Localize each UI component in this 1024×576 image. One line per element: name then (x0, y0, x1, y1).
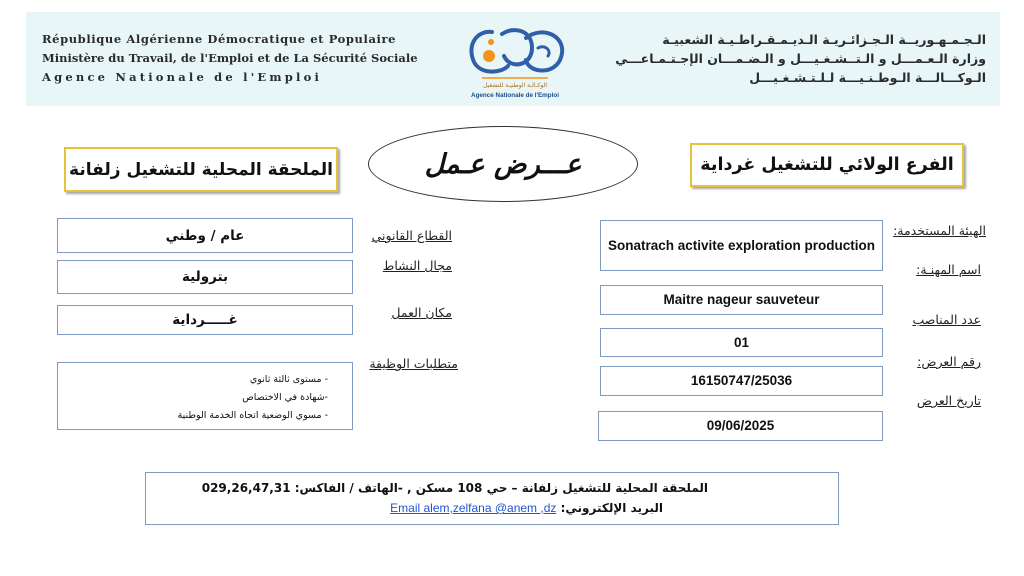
requirement-item: -شهادة في الاختصاص (242, 392, 328, 403)
letterhead-french (42, 30, 418, 87)
republic-name-fr: République Algérienne Démocratique et Populaire (42, 32, 397, 46)
legal-sector-value: عام / وطني (57, 218, 353, 253)
address-line (202, 481, 708, 495)
offer-number-label: رقم العرض: (917, 354, 981, 369)
agency-name-fr: Agence Nationale de l'Emploi (42, 70, 323, 84)
local-office-title: الملحقة المحلية للتشغيل زلفانة (64, 147, 338, 192)
positions-label: عدد المناصب (912, 312, 981, 327)
republic-name-ar: الـجـمـهـوريــة الـجـزائـريـة الـديـمـقـراطـيـة الشعبيـة (662, 32, 986, 47)
phone-number: 029,26,47,31 (201, 481, 291, 495)
regional-office-title: الفرع الولائي للتشغيل غرداية (690, 143, 964, 187)
requirement-item: - مستوى ثالثة ثانوي (249, 374, 328, 385)
email-link[interactable]: Email alem,zelfana @anem ,dz (390, 501, 557, 515)
requirements-label: متطلبات الوظيفة (369, 356, 458, 371)
email-label: البريد الإلكتروني: (560, 501, 663, 515)
anem-logo (452, 22, 578, 102)
logo-caption-ar: الوكـالـة الوطنيـة للتشغيل (483, 82, 547, 89)
offer-date-label: تاريخ العرض (916, 393, 981, 408)
offer-number-value: 16150747/25036 (600, 366, 883, 396)
job-title-label: اسم المهنـة: (916, 262, 981, 277)
requirements-box (57, 362, 353, 430)
address-text: الملحقة المحلية للتشغيل زلفانة – حي 108 مسكن , -الهاتف / الفاكس: (294, 481, 708, 495)
workplace-label: مكان العمل (391, 305, 452, 320)
job-offer-title: عـــرض عـمل (368, 126, 638, 202)
email-line (390, 501, 663, 515)
employer-label: الهيئة المستخدمة: (893, 223, 986, 238)
letterhead-arabic (615, 30, 986, 87)
letterhead (26, 12, 1000, 106)
job-title-value: Maitre nageur sauveteur (600, 285, 883, 315)
ministry-name-ar: وزارة الـعـمـــل و الـتــشـغـيـــل و الـضـمـــان الإجـتـمـاعـــي (615, 51, 986, 66)
workplace-value: غـــــرداية (57, 305, 353, 335)
offer-date-value: 09/06/2025 (598, 411, 883, 441)
agency-name-ar: الـوكـــالـــة الـوطـنـيـــة لـلـتـشـغـيـــل (749, 70, 986, 85)
logo-caption-fr: Agence Nationale de l'Emploi (471, 92, 559, 99)
activity-label: مجال النشاط (382, 258, 452, 273)
requirement-item: - مسوي الوضعية اتجاه الخدمة الوطنية (177, 410, 328, 421)
anem-logo-icon (452, 22, 578, 84)
legal-sector-label: القطاع القانوني (371, 228, 452, 243)
contact-footer (145, 472, 839, 525)
employer-value: Sonatrach activite exploration production (600, 220, 883, 271)
positions-value: 01 (600, 328, 883, 357)
ministry-name-fr: Ministère du Travail, de l'Emploi et de La Sécurité Sociale (42, 51, 418, 65)
activity-value: بترولية (57, 260, 353, 294)
